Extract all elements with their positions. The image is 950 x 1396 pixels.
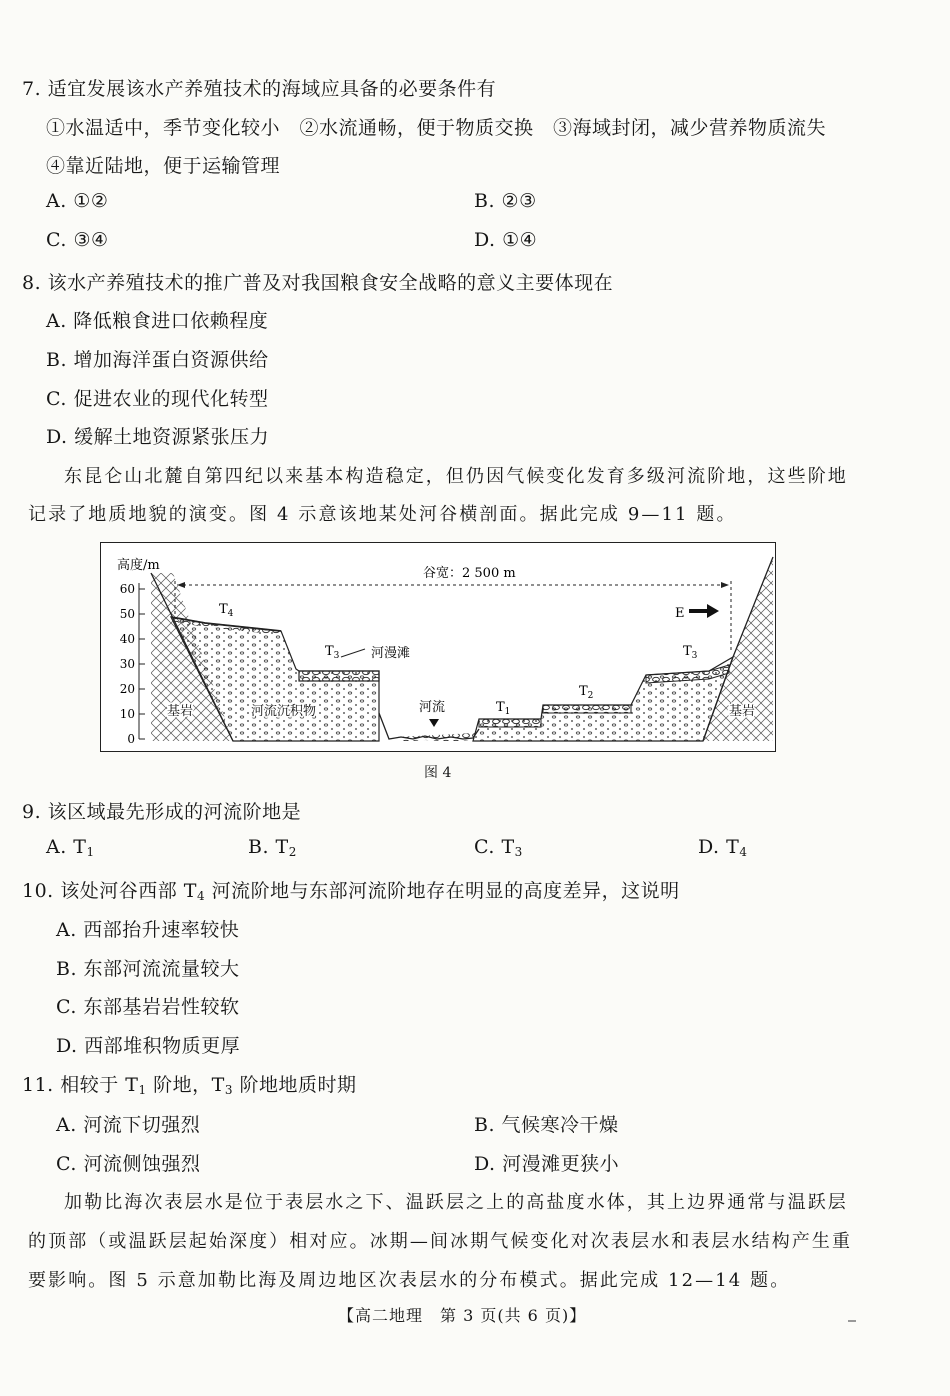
y-ticks xyxy=(139,589,145,739)
q8-option-c: C. 促进农业的现代化转型 xyxy=(46,388,269,410)
passage1-line1: 东昆仑山北麓自第四纪以来基本构造稳定，但仍因气候变化发育多级河流阶地，这些阶地 xyxy=(64,466,848,487)
q8-option-a: A. 降低粮食进口依赖程度 xyxy=(46,310,269,332)
q11-option-a: A. 河流下切强烈 xyxy=(56,1114,201,1136)
passage2-line3: 要影响。图 5 示意加勒比海及周边地区次表层水的分布模式。据此完成 12—14 题。 xyxy=(28,1270,791,1291)
q10-option-c: C. 东部基岩岩性较软 xyxy=(56,996,240,1018)
q7-option-a: A. ①② xyxy=(46,190,109,212)
q7-conditions-line2: ④靠近陆地，便于运输管理 xyxy=(46,155,281,177)
t3-west-pebbles xyxy=(299,671,379,681)
y-axis-label: 高度/m xyxy=(117,558,160,573)
q9-option-d: D. $T_4$ xyxy=(698,836,748,859)
label-t1: $T_1$ xyxy=(496,700,511,717)
label-sediment: 河流沉积物 xyxy=(251,704,317,719)
q7-option-d: D. ①④ xyxy=(474,229,538,251)
y-tick-50: 50 xyxy=(119,607,135,621)
east-sediment xyxy=(473,657,733,741)
t2-pebbles xyxy=(543,705,631,713)
page-footer: 【高二地理 第 3 页(共 6 页)】 xyxy=(338,1306,587,1325)
y-tick-10: 10 xyxy=(119,707,135,721)
valley-width-label: 谷宽：2 500 m xyxy=(423,566,516,581)
q7-stem: 7. 适宜发展该水产养殖技术的海域应具备的必要条件有 xyxy=(22,78,497,100)
east-arrow-icon xyxy=(689,604,719,618)
q8-stem: 8. 该水产养殖技术的推广普及对我国粮食安全战略的意义主要体现在 xyxy=(22,272,614,294)
east-arrow-label: E xyxy=(675,606,685,621)
scan-mark xyxy=(848,1320,856,1322)
y-tick-40: 40 xyxy=(119,632,135,646)
passage1-line2: 记录了地质地貌的演变。图 4 示意该地某处河谷横剖面。据此完成 9—11 题。 xyxy=(28,504,737,525)
q9-option-a: A. $T_1$ xyxy=(46,836,95,859)
passage2-line2: 的顶部（或温跃层起始深度）相对应。冰期—间冰期气候变化对次表层水和表层水结构产生重 xyxy=(28,1231,853,1252)
q7-option-b: B. ②③ xyxy=(474,190,537,212)
figure-4-svg xyxy=(101,543,775,751)
q9-option-c: C. $T_3$ xyxy=(474,836,523,859)
label-t2: $T_2$ xyxy=(579,684,594,701)
q11-stem: 11. 相较于 $T_1$ 阶地，$T_3$ 阶地地质时期 xyxy=(22,1074,357,1097)
q10-option-a: A. 西部抬升速率较快 xyxy=(56,919,240,941)
y-tick-60: 60 xyxy=(119,582,135,596)
y-tick-20: 20 xyxy=(119,682,135,696)
label-river: 河流 xyxy=(419,700,446,715)
q7-option-c: C. ③④ xyxy=(46,229,109,251)
q8-option-d: D. 缓解土地资源紧张压力 xyxy=(46,426,270,448)
t1-pebbles xyxy=(479,719,541,727)
figure-4-river-valley-profile xyxy=(100,542,776,752)
label-bedrock-east: 基岩 xyxy=(729,704,756,719)
label-bedrock-west: 基岩 xyxy=(167,704,194,719)
label-t3-west: $T_3$ xyxy=(325,644,340,661)
q11-option-b: B. 气候寒冷干燥 xyxy=(474,1114,619,1136)
label-floodplain: 河漫滩 xyxy=(371,646,411,661)
q9-stem: 9. 该区域最先形成的河流阶地是 xyxy=(22,801,302,823)
q11-option-c: C. 河流侧蚀强烈 xyxy=(56,1153,201,1175)
river-marker-icon xyxy=(429,719,439,727)
q10-option-d: D. 西部堆积物质更厚 xyxy=(56,1035,241,1057)
q9-option-b: B. $T_2$ xyxy=(248,836,297,859)
y-tick-0: 0 xyxy=(127,732,135,746)
q7-conditions-line1: ①水温适中，季节变化较小 ②水流通畅，便于物质交换 ③海域封闭，减少营养物质流失 xyxy=(46,117,827,139)
label-t4: $T_4$ xyxy=(219,602,234,619)
passage2-line1: 加勒比海次表层水是位于表层水之下、温跃层之上的高盐度水体，其上边界通常与温跃层 xyxy=(64,1192,848,1213)
q10-stem: 10. 该处河谷西部 $T_4$ 河流阶地与东部河流阶地存在明显的高度差异，这说明 xyxy=(22,880,680,903)
label-t3-east: $T_3$ xyxy=(683,644,698,661)
q10-option-b: B. 东部河流流量较大 xyxy=(56,958,240,980)
figure-4-caption: 图 4 xyxy=(424,765,452,781)
y-tick-30: 30 xyxy=(119,657,135,671)
q11-option-d: D. 河漫滩更狭小 xyxy=(474,1153,620,1175)
q8-option-b: B. 增加海洋蛋白资源供给 xyxy=(46,349,269,371)
